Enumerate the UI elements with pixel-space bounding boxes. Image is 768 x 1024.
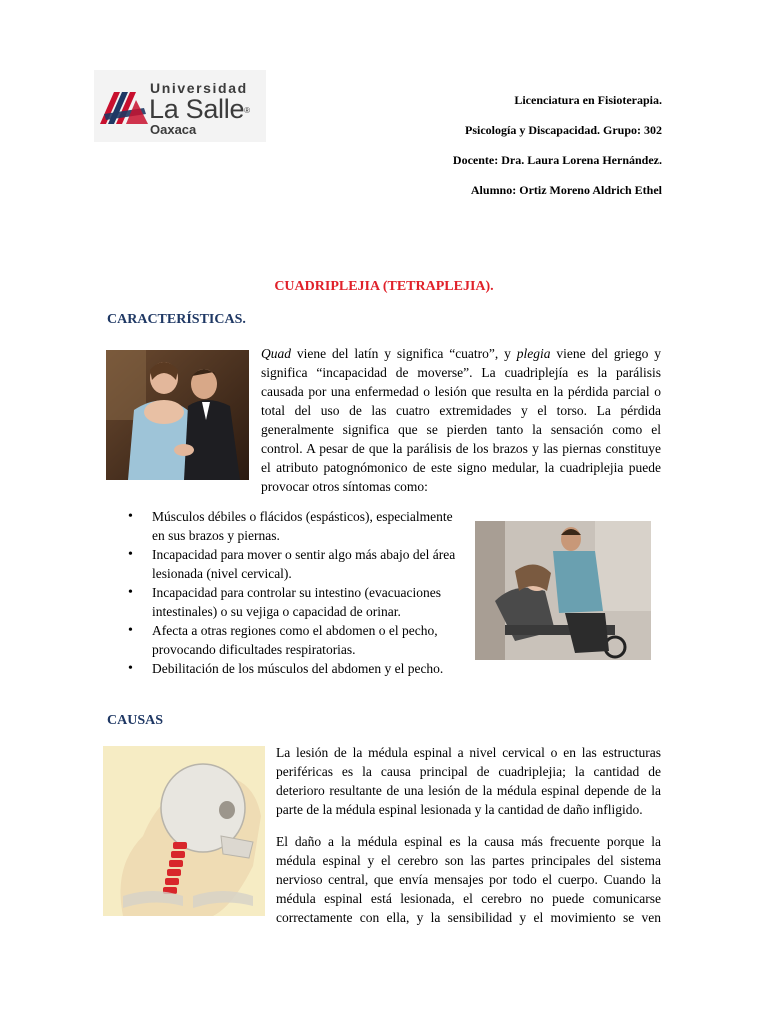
couple-photo	[106, 350, 249, 480]
caregiver-photo	[475, 521, 651, 660]
list-item: • Músculos débiles o flácidos (espásticos), especialmente en sus brazos y piernas.	[128, 507, 468, 545]
intro-line: Quad viene del latín y significa “cuatro”, y plegia viene del griego y	[261, 346, 662, 361]
causes-paragraph-1	[276, 743, 661, 819]
header-program: Licenciatura en Fisioterapia.	[514, 93, 662, 107]
header-course: Psicología y Discapacidad. Grupo: 302	[464, 123, 662, 137]
intro-paragraph	[261, 344, 661, 496]
list-item: • Afecta a otras regiones como el abdomen o el pecho, provocando dificultades respiratorias.	[128, 621, 468, 659]
causes-line: El daño a la médula espinal es la causa más frecuente porque la	[276, 834, 661, 849]
header-teacher: Docente: Dra. Laura Lorena Hernández.	[452, 153, 662, 167]
logo-text-oaxaca: Oaxaca	[150, 122, 197, 137]
header-student: Alumno: Ortiz Moreno Aldrich Ethel	[470, 183, 662, 197]
causes-line: parte de la médula espinal lesionada y la cantidad de daño infligido.	[276, 802, 643, 817]
causes-line: periféricas es la causa principal de cuadriplejia; la cantidad de	[276, 764, 661, 779]
causes-line: médula espinal está lesionada, el cerebro no puede comunicarse	[276, 891, 661, 906]
section-heading-causas: CAUSAS	[107, 713, 164, 728]
intro-line: causada por una enfermedad o lesión que resulta en la pérdida parcial o	[261, 384, 661, 399]
registered-mark: ®	[244, 106, 250, 115]
section-heading-caracteristicas: CARACTERÍSTICAS.	[107, 312, 246, 327]
intro-line: significa “incapacidad de moverse”. La cuadriplejía es la parálisis	[261, 365, 661, 380]
intro-line: control. A pesar de que la parálisis de los brazos y las piernas constituye	[261, 441, 661, 456]
document-title: CUADRIPLEJIA (TETRAPLEJIA).	[274, 279, 494, 294]
causes-paragraph-2	[276, 832, 661, 927]
symptoms-list	[128, 507, 468, 678]
university-logo	[94, 70, 266, 142]
causes-line: médula espinal y el cerebro son las partes principales del sistema	[276, 853, 661, 868]
list-item: • Incapacidad para mover o sentir algo más abajo del área lesionada (nivel cervical).	[128, 545, 468, 583]
intro-line: provocar otros síntomas como:	[261, 479, 428, 494]
la-salle-emblem-icon	[98, 80, 150, 132]
list-item: • Debilitación de los músculos del abdomen y el pecho.	[128, 659, 468, 678]
causes-line: nervioso central, que envía mensajes por todo el cuerpo. Cuando la	[276, 872, 661, 887]
intro-line: el atributo patognómonico de este signo medular, la cuadriplejia puede	[261, 460, 661, 475]
list-item: • Incapacidad para controlar su intestino (evacuaciones intestinales) o su vejiga o capacidad de orinar.	[128, 583, 468, 621]
logo-text-universidad: Universidad	[150, 80, 248, 96]
intro-line: total del uso de las cuatro extremidades y el torso. La pérdida	[261, 403, 661, 418]
intro-line: generalmente significa que se pierden tanto la sensación como el	[261, 422, 661, 437]
causes-line: La lesión de la médula espinal a nivel cervical o en las estructuras	[276, 745, 661, 760]
logo-text-lasalle: La Salle®	[149, 94, 250, 124]
causes-line: deterioro resultante de una lesión de la médula espinal depende de la	[276, 783, 661, 798]
causes-line: correctamente con ella, y la sensibilidad y el movimiento se ven	[276, 910, 661, 925]
cervical-spine-illustration	[103, 746, 265, 916]
